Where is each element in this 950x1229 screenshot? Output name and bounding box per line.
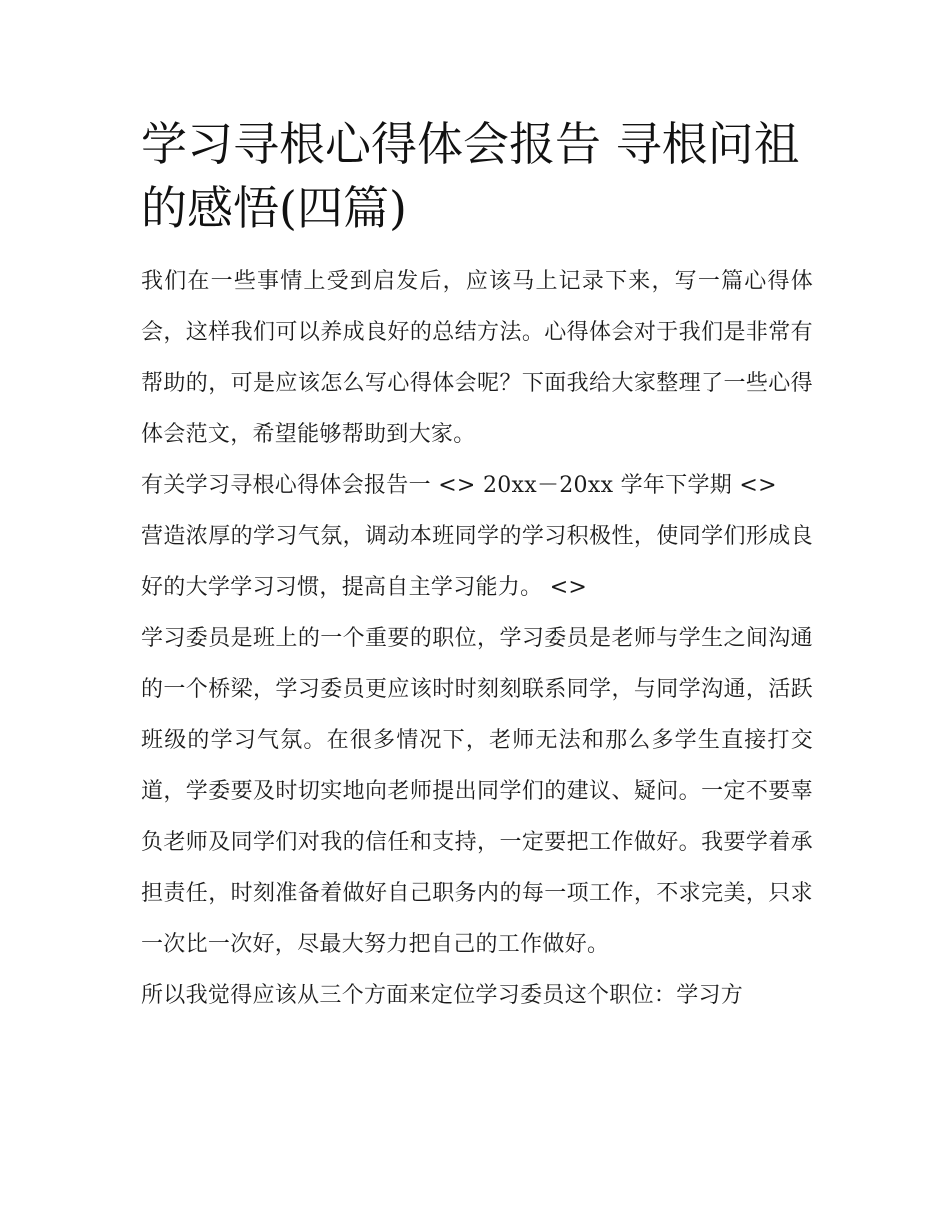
paragraph-positioning: 所以我觉得应该从三个方面来定位学习委员这个职位：学习方 [141,983,744,1008]
document-page [141,112,813,1021]
document-title: 学习寻根心得体会报告 寻根问祖的感悟(四篇) [141,117,800,235]
paragraph-goal: 营造浓厚的学习气氛，调动本班同学的学习积极性，使同学们形成良好的大学学习习惯，提高自主学习能力。 <> [141,524,813,600]
paragraph-report-heading: 有关学习寻根心得体会报告一 <> 20xx－20xx 学年下学期 <> [141,473,777,498]
paragraph-role: 学习委员是班上的一个重要的职位，学习委员是老师与学生之间沟通的一个桥梁，学习委员更应该时时刻刻联系同学，与同学沟通，活跃班级的学习气氛。在很多情况下，老师无法和那么多学生直接打交道，学委要及时切实地向老师提出同学们的建议、疑问。一定不要辜负老师及同学们对我的信任和支持，一定要把工作做好。我要学着承担责任，时刻准备着做好自己职务内的每一项工作，不求完美，只求一次比一次好，尽最大努力把自己的工作做好。 [141,626,813,957]
paragraph-intro: 我们在一些事情上受到启发后，应该马上记录下来，写一篇心得体会，这样我们可以养成良好的总结方法。心得体会对于我们是非常有帮助的，可是应该怎么写心得体会呢？下面我给大家整理了一些心得体会范文，希望能够帮助到大家。 [141,269,813,447]
